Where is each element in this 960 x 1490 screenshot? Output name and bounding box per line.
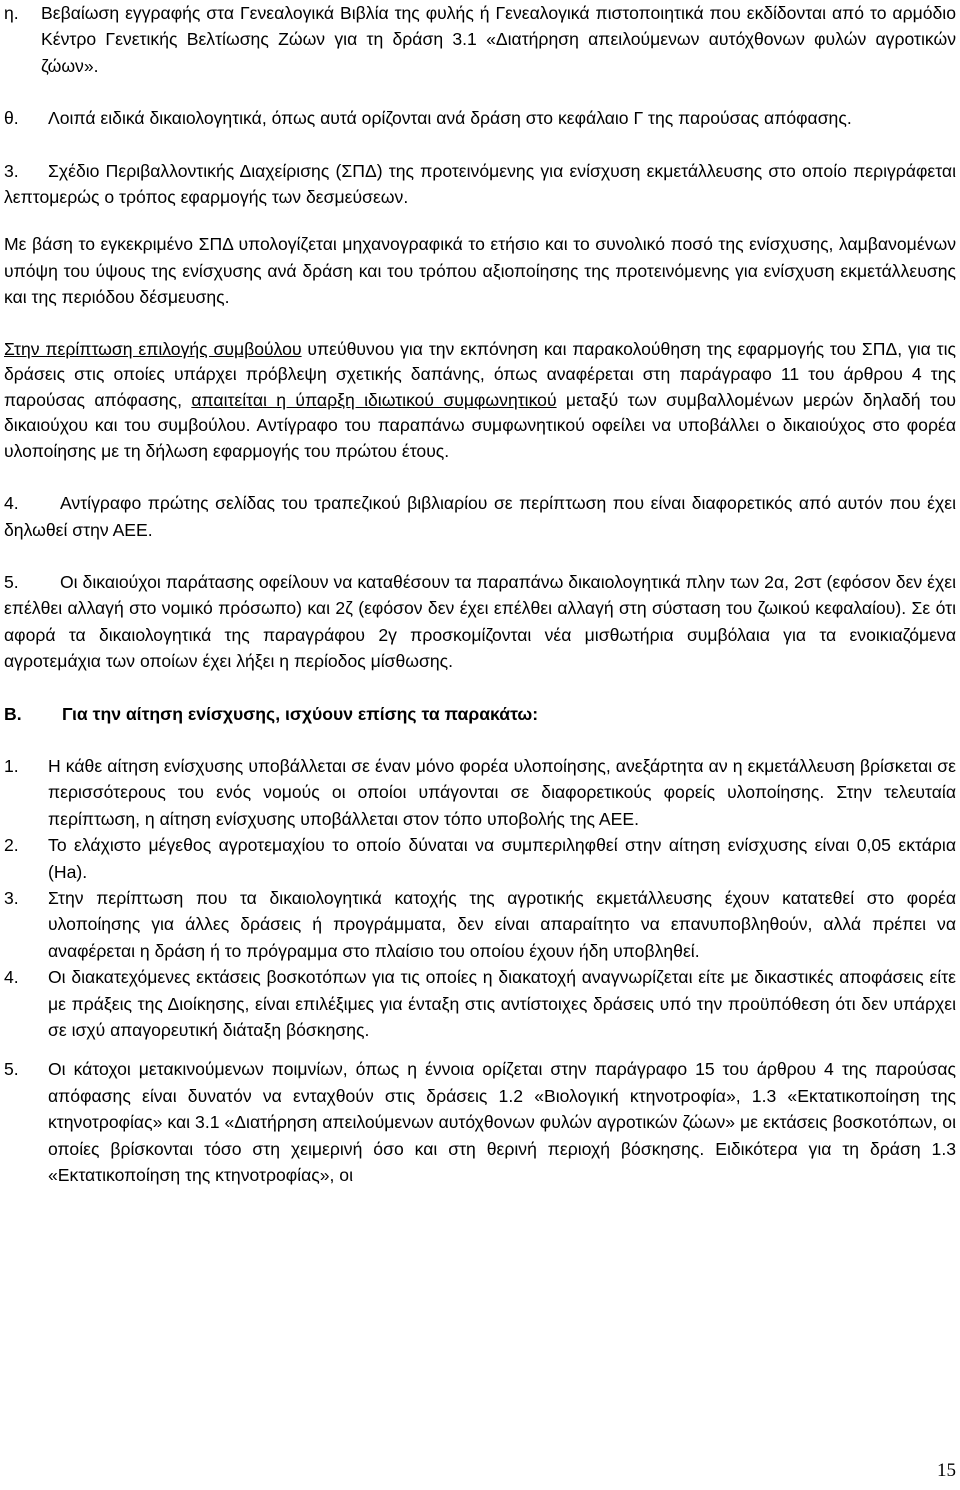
paragraph-text: υπεύθυνου για την εκπόνηση και παρακολούθηση της εφαρμογής του ΣΠΔ, για τις δράσεις στις οποίες υπάρχει πρόβλεψη σχετικής δαπάνης, όπως αναφέρεται στη παράγραφο 11 του άρθρου 4 της παρούσας απόφασης, (4, 338, 956, 410)
list-item-number: 5. (4, 1059, 19, 1080)
item-text: Λοιπά ειδικά δικαιολογητικά, όπως αυτά ορίζονται ανά δράση στο κεφάλαιο Γ της παρούσας απόφασης. (48, 108, 852, 129)
list-item-text: Η κάθε αίτηση ενίσχυσης υποβάλλεται σε έναν μόνο φορέα υλοποίησης, ανεξάρτητα αν η εκμετάλλευση βρίσκεται σε περισσότερους του ενός νομούς οι οποίοι υπάγονται σε διαφορετικούς φορείς υλοποίησης. Στην τελευταία περίπτωση, η αίτηση ενίσχυσης υποβάλλεται στον τόπο υποβολής της ΑΕΕ. (48, 756, 956, 829)
list-item-text: Οι κάτοχοι μετακινούμενων ποιμνίων, όπως η έννοια ορίζεται στην παράγραφο 15 του άρθρου 4 της παρούσας απόφασης είναι δυνατόν να ενταχθούν στις δράσεις 1.2 «Βιολογική κτηνοτροφία», 1.3 «Εκτατικοποίηση της κτηνοτροφίας» και 3.1 «Διατήρηση απειλούμενων αυτόχθονων φυλών αγροτικών ζώων» με εκτάσεις βοσκοτόπων, οι οποίες βρίσκονται τόσο στη χειμερινή όσο και στη θερινή περιοχή βόσκησης. Ειδικότερα για τη δράση 1.3 «Εκτατικοποίηση της κτηνοτροφίας», οι (48, 1059, 956, 1186)
list-item-number: 2. (4, 835, 19, 856)
item-5 (4, 569, 956, 675)
paragraph-advisor (4, 337, 956, 465)
item-eta (4, 0, 956, 79)
item-number: 4. (4, 493, 19, 514)
item-text: Σχέδιο Περιβαλλοντικής Διαχείρισης (ΣΠΔ) της προτεινόμενης για ενίσχυση εκμετάλλευσης στο οποίο περιγράφεται λεπτομερώς ο τρόπος εφαρμογής των δεσμεύσεων. (4, 160, 956, 208)
item-theta (4, 105, 956, 131)
underlined-text: απαιτείται η ύπαρξη ιδιωτικού συμφωνητικού (191, 389, 557, 410)
list-item-number: 4. (4, 967, 19, 988)
underlined-text: Στην περίπτωση επιλογής συμβούλου (4, 338, 302, 359)
item-4 (4, 490, 956, 543)
paragraph-text: μεταξύ των συμβαλλομένων μερών δηλαδή του δικαιούχου και του συμβούλου. Αντίγραφο του παραπάνω συμφωνητικού οφείλει να υποβάλλει ο δικαιούχος στο φορέα υλοποίησης με τη δήλωση εφαρμογής του πρώτου έτους. (4, 389, 957, 461)
list-b (4, 753, 956, 1189)
list-item-text: Στην περίπτωση που τα δικαιολογητικά κατοχής της αγροτικής εκμετάλλευσης έχουν κατατεθεί στο φορέα υλοποίησης για άλλες δράσεις ή προγράμματα, δεν είναι απαραίτητο να επανυποβληθούν, αλλά πρέπει να αναφέρεται η δράση ή το πρόγραμμα στο πλαίσιο του οποίου έχουν ήδη υποβληθεί. (48, 888, 956, 961)
heading-number: Β. (4, 703, 22, 724)
item-text: Οι δικαιούχοι παράτασης οφείλουν να καταθέσουν τα παραπάνω δικαιολογητικά πλην των 2α, 2στ (εφόσον δεν έχει επέλθει αλλαγή στο νομικό πρόσωπο) και 2ζ (εφόσον δεν έχει επέλθει αλλαγή στη σύσταση του ζωικού κεφαλαίου). Σε ότι αφορά τα δικαιολογητικά της παραγράφου 2γ προσκομίζονται νέα μισθωτήρια συμβόλαια για τα ενοικιαζόμενα αγροτεμάχια των οποίων έχει λήξει η περίοδος μίσθωσης. (4, 571, 956, 672)
item-number: 3. (4, 160, 19, 181)
list-item-text: Το ελάχιστο μέγεθος αγροτεμαχίου το οποίο δύναται να συμπεριληφθεί στην αίτηση ενίσχυσης είναι 0,05 εκτάρια (Ha). (48, 835, 956, 882)
item-number: 5. (4, 571, 19, 592)
page-number: 15 (937, 1460, 956, 1481)
paragraph-spd: Με βάση το εγκεκριμένο ΣΠΔ υπολογίζεται μηχανογραφικά το ετήσιο και το συνολικό ποσό της ενίσχυσης, λαμβανομένων υπόψη του ύψους της ενίσχυσης ανά δράση και του τρόπου αξιοποίησης της προτεινόμενης για ενίσχυση εκμετάλλευσης και της περιόδου δέσμευσης. (4, 234, 956, 308)
item-text: Βεβαίωση εγγραφής στα Γενεαλογικά Βιβλία της φυλής ή Γενεαλογικά πιστοποιητικά που εκδίδονται από το αρμόδιο Κέντρο Γενετικής Βελτίωσης Ζώων για τη δράση 3.1 «Διατήρηση απειλούμενων αυτόχθονων φυλών αγροτικών ζώων». (41, 3, 956, 76)
list-item (4, 1056, 956, 1188)
list-item (4, 964, 956, 1043)
heading-text: Για την αίτηση ενίσχυσης, ισχύουν επίσης τα παρακάτω: (62, 703, 539, 724)
document-page (4, 0, 956, 1189)
item-3 (4, 158, 956, 211)
list-item-number: 1. (4, 756, 19, 776)
list-item-number: 3. (4, 888, 19, 909)
list-item (4, 832, 956, 885)
item-number: η. (4, 3, 19, 23)
list-item (4, 885, 956, 964)
item-number: θ. (4, 108, 19, 129)
list-item (4, 753, 956, 832)
item-text: Αντίγραφο πρώτης σελίδας του τραπεζικού βιβλιαρίου σε περίπτωση που είναι διαφορετικός από αυτόν που έχει δηλωθεί στην ΑΕΕ. (4, 493, 956, 540)
section-heading-b (4, 701, 956, 727)
list-item-text: Οι διακατεχόμενες εκτάσεις βοσκοτόπων για τις οποίες η διακατοχή αναγνωρίζεται είτε με δικαστικές αποφάσεις είτε με πράξεις της Διοίκησης, είναι επιλέξιμες για ένταξη στις αντίστοιχες δράσεις υπό την προϋπόθεση ότι δεν υπάρχει σε ισχύ απαγορευτική διάταξη βόσκησης. (48, 967, 956, 1041)
